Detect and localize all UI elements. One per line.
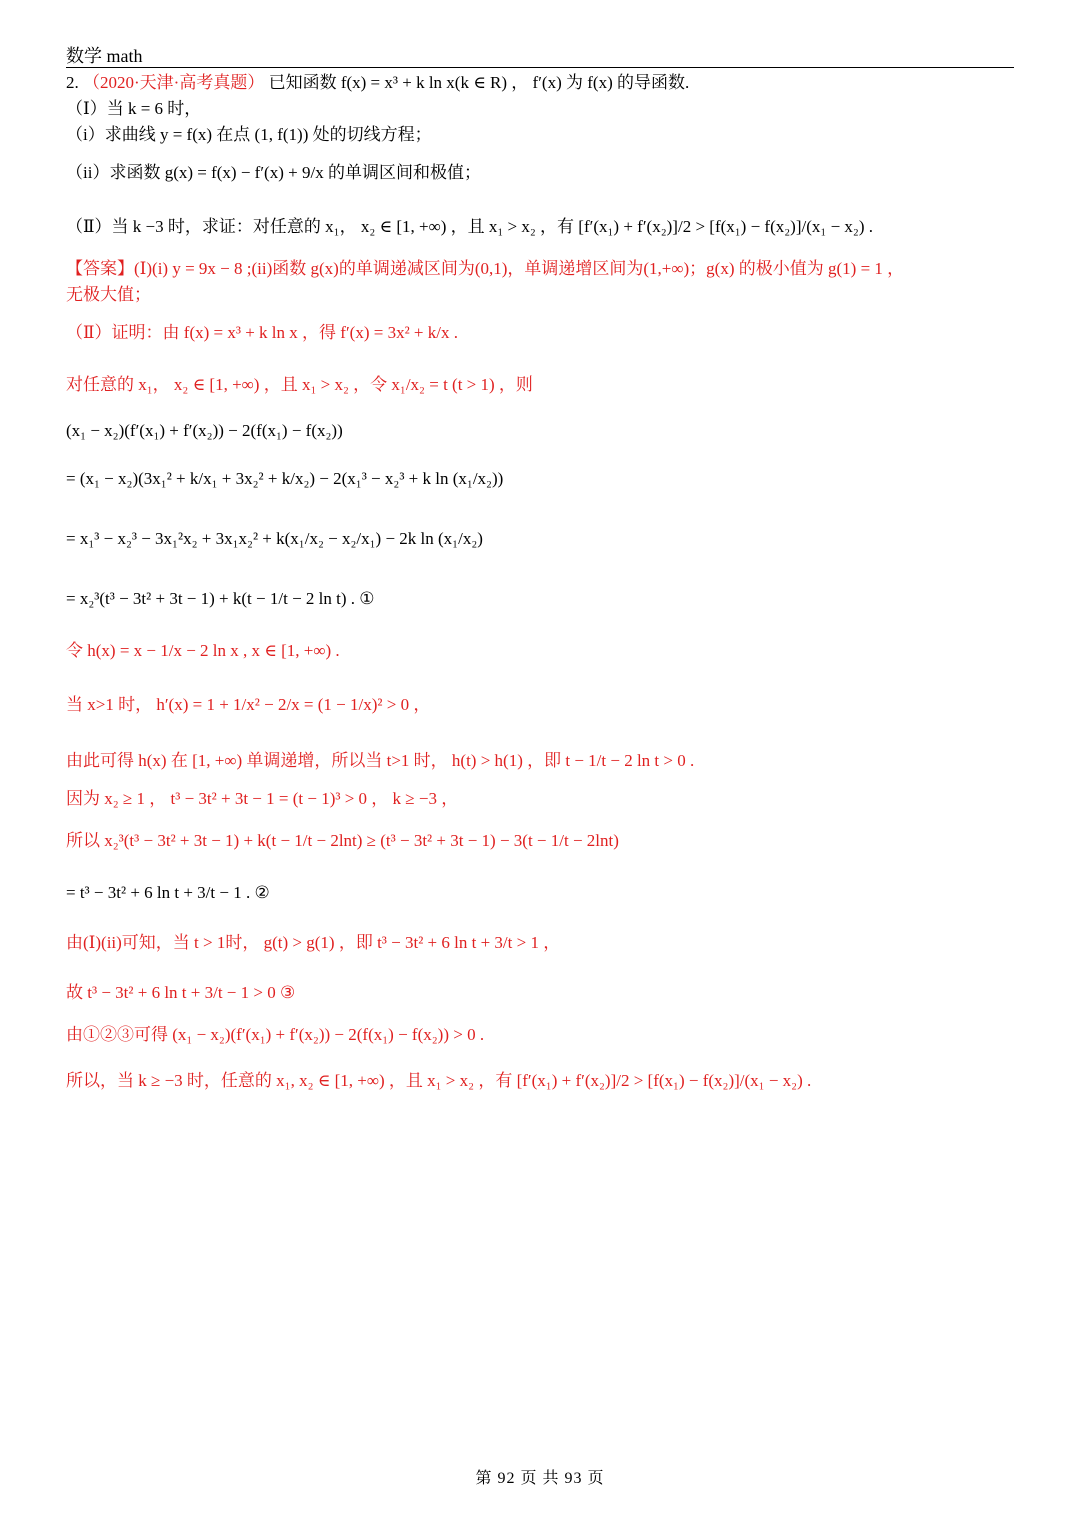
conclusion: 所以，当 k ≥ −3 时，任意的 x₁, x₂ ∈ [1, +∞) ，且 x₁ > x₂ ，有 [f′(x₁) + f′(x₂)]/2 > [f(x₁) − f(x₂)]/(x₁ − x₂) . [66, 1071, 812, 1090]
header-divider [66, 67, 1014, 68]
question-part2: （Ⅱ）当 k −3 时，求证：对任意的 x₁， x₂ ∈ [1, +∞) ，且 x₁ > x₂ ，有 [f′(x₁) + f′(x₂)]/2 > [f(x₁) − f(x₂)]/(x₁ − x₂) . [66, 217, 873, 236]
question-part1-i: （i）求曲线 y = f(x) 在点 (1, f(1)) 处的切线方程； [66, 125, 432, 144]
inequality-chain: 所以 x₂³(t³ − 3t² + 3t − 1) + k(t − 1/t − 2lnt) ≥ (t³ − 3t² + 3t − 1) − 3(t − 1/t − 2lnt) [66, 831, 619, 850]
from-part1-ii: 由(Ⅰ)(ii)可知，当 t > 1时， g(t) > g(1) ，即 t³ − 3t² + 6 ln t + 3/t > 1 ， [66, 933, 561, 952]
answer-substitution: 对任意的 x₁， x₂ ∈ [1, +∞) ，且 x₁ > x₂ ，令 x₁/x₂ = t (t > 1) ，则 [66, 375, 533, 394]
h-derivative: 当 x>1 时， h′(x) = 1 + 1/x² − 2/x = (1 − 1/x)² > 0 ， [66, 695, 431, 714]
inequality-result: = t³ − 3t² + 6 ln t + 3/t − 1 . ② [66, 883, 270, 902]
footer-prefix: 第 [475, 1470, 493, 1487]
footer-suffix: 页 [587, 1470, 605, 1487]
question-heading [66, 72, 689, 94]
derivation-line-4: = x₂³(t³ − 3t² + 3t − 1) + k(t − 1/t − 2 ln t) . ① [66, 589, 375, 608]
since-conditions: 因为 x₂ ≥ 1 ， t³ − 3t² + 3t − 1 = (t − 1)³ > 0 ， k ≥ −3 ， [66, 789, 459, 808]
derivation-line-2: = (x₁ − x₂)(3x₁² + k/x₁ + 3x₂² + k/x₂) − 2(x₁³ − x₂³ + k ln (x₁/x₂)) [66, 469, 504, 488]
answer-proof-start: （Ⅱ）证明：由 f(x) = x³ + k ln x ，得 f′(x) = 3x² + k/x . [66, 323, 458, 342]
derivation-line-1: (x₁ − x₂)(f′(x₁) + f′(x₂)) − 2(f(x₁) − f(x₂)) [66, 421, 343, 440]
question-part1-ii: （ii）求函数 g(x) = f(x) − f′(x) + 9/x 的单调区间和极值； [66, 163, 481, 182]
question-stem: 已知函数 f(x) = x³ + k ln x(k ∈ R) ， f′(x) 为 f(x) 的导函数. [268, 73, 690, 92]
question-source: （2020·天津·高考真题） [83, 73, 265, 92]
combine-results: 由①②③可得 (x₁ − x₂)(f′(x₁) + f′(x₂)) − 2(f(x₁) − f(x₂)) > 0 . [66, 1025, 485, 1044]
question-part1: （Ⅰ）当 k = 6 时， [66, 99, 202, 118]
page-header: 数学 math [66, 46, 143, 66]
h-monotonic: 由此可得 h(x) 在 [1, +∞) 单调递增，所以当 t>1 时， h(t) > h(1) ，即 t − 1/t − 2 ln t > 0 . [66, 751, 695, 770]
therefore-positive: 故 t³ − 3t² + 6 ln t + 3/t − 1 > 0 ③ [66, 983, 296, 1002]
footer-total-pages: 93 [564, 1470, 583, 1487]
define-h: 令 h(x) = x − 1/x − 2 ln x , x ∈ [1, +∞) . [66, 641, 340, 660]
answer-line-1: 【答案】(Ⅰ)(i) y = 9x − 8 ;(ii)函数 g(x)的单调递减区间为(0,1)，单调递增区间为(1,+∞)；g(x) 的极小值为 g(1) = 1 ， [66, 259, 905, 278]
footer-mid: 页 共 [520, 1470, 560, 1487]
page-footer [0, 1465, 1080, 1488]
derivation-line-3: = x₁³ − x₂³ − 3x₁²x₂ + 3x₁x₂² + k(x₁/x₂ − x₂/x₁) − 2k ln (x₁/x₂) [66, 529, 483, 548]
answer-line-2: 无极大值； [66, 285, 151, 304]
footer-page-number: 92 [497, 1470, 516, 1487]
question-number: 2. [66, 73, 79, 92]
